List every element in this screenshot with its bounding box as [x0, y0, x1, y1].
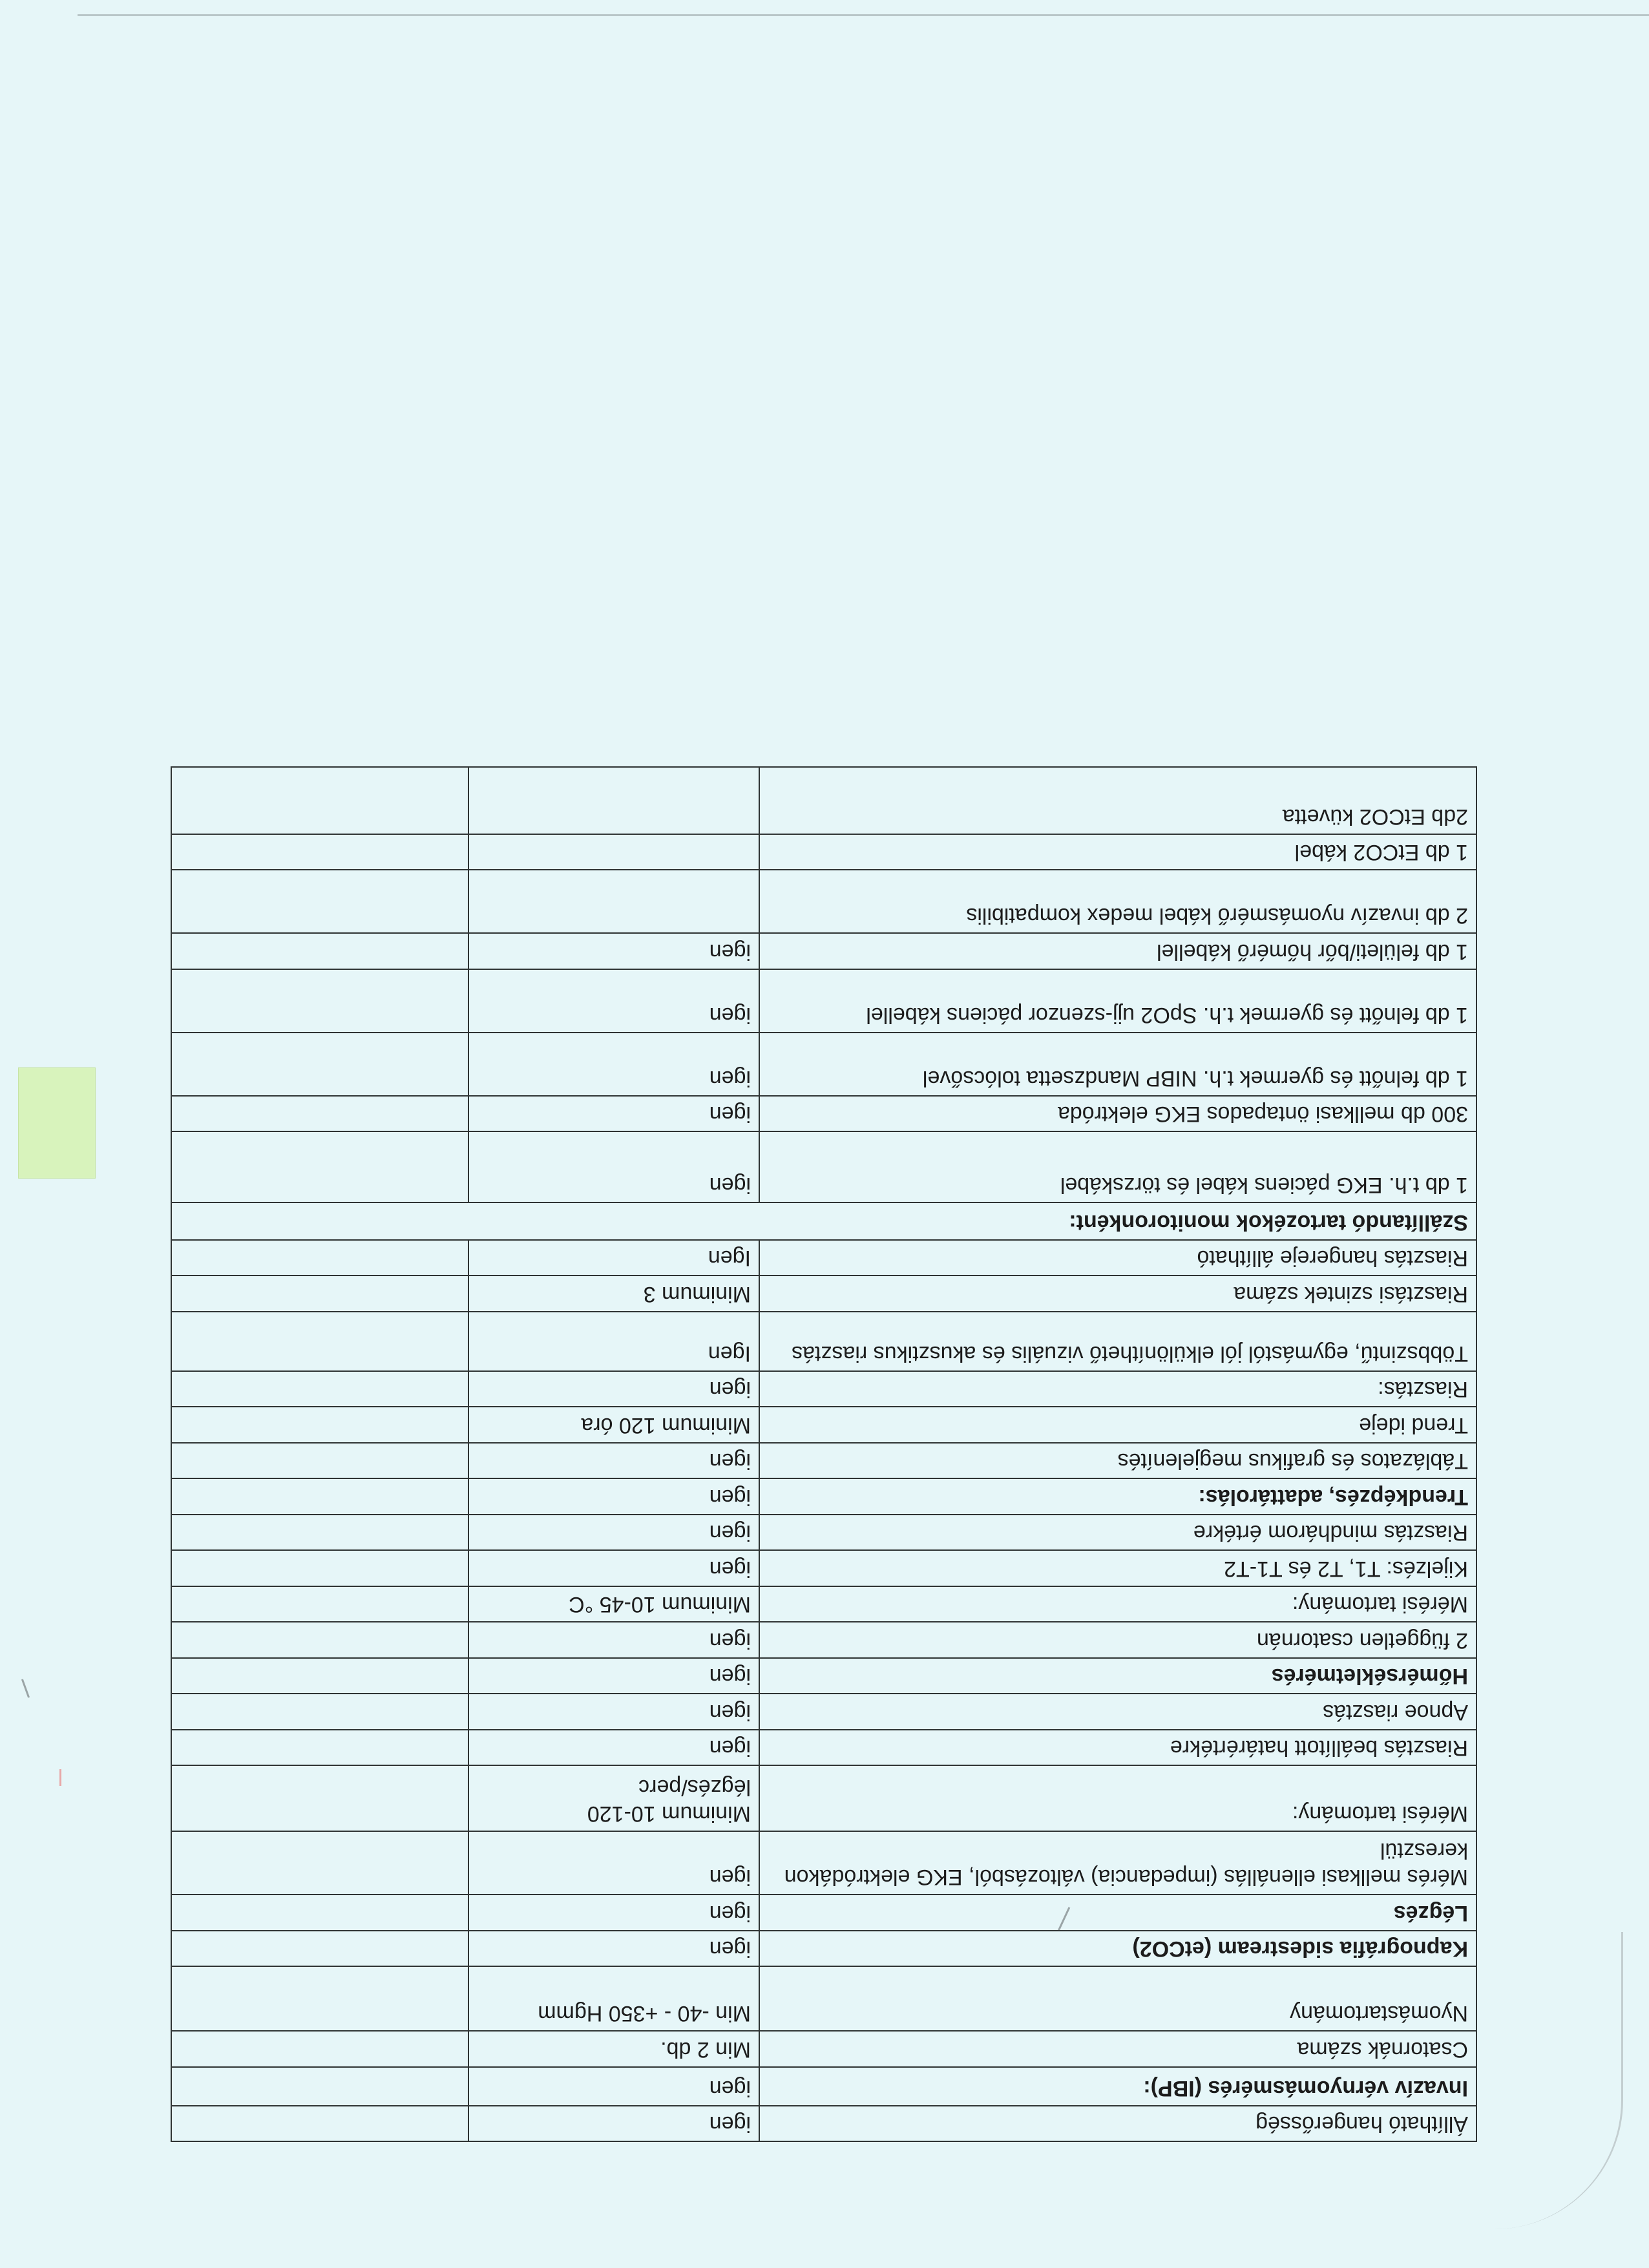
spec-offer-cell: [171, 1765, 468, 1831]
spec-name-cell: Riasztás beállított határértékre: [759, 1730, 1476, 1765]
table-row: [171, 1966, 1476, 2031]
spec-requirement-cell: Min -40 - +350 Hgmm: [468, 1966, 759, 2031]
spec-offer-cell: [171, 1276, 468, 1312]
table-row: [171, 1895, 1476, 1930]
spec-offer-cell: [171, 1694, 468, 1729]
spec-requirement-cell: Minimum 10-45 °C: [468, 1586, 759, 1622]
spec-offer-cell: [171, 1515, 468, 1550]
spec-offer-cell: [171, 1730, 468, 1765]
table-row: [171, 1515, 1476, 1550]
spec-offer-cell: [171, 1895, 468, 1930]
table-row: [171, 1730, 1476, 1765]
spec-name-cell: Riasztás:: [759, 1371, 1476, 1407]
spec-requirement-cell: igen: [468, 2067, 759, 2106]
spec-name-cell: Mérési tartomány:: [759, 1765, 1476, 1831]
spec-name-cell: 1 db t.h. EKG páciens kábel és törzskábel: [759, 1131, 1476, 1202]
spec-requirement-cell: Minimum 3: [468, 1276, 759, 1312]
spec-name-cell: Légzés: [759, 1895, 1476, 1930]
spec-requirement-cell: [468, 834, 759, 870]
spec-name-cell: 1 db felületi/bőr hőmérő kábellel: [759, 933, 1476, 969]
spec-requirement-cell: Minimum 10-120 légzés/perc: [468, 1765, 759, 1831]
specification-table-body: [171, 767, 1476, 2141]
spec-offer-cell: [171, 1096, 468, 1131]
table-row: [171, 1550, 1476, 1586]
table-row: [171, 1240, 1476, 1276]
spec-offer-cell: [171, 1312, 468, 1371]
table-row: [171, 1931, 1476, 1966]
table-row: [171, 834, 1476, 870]
table-row: [171, 1131, 1476, 1202]
spec-offer-cell: [171, 870, 468, 933]
spec-requirement-cell: igen: [468, 1371, 759, 1407]
spec-requirement-cell: igen: [468, 1931, 759, 1966]
table-row: [171, 1312, 1476, 1371]
spec-name-cell: Riasztás hangereje állítható: [759, 1240, 1476, 1276]
spec-requirement-cell: igen: [468, 1550, 759, 1586]
table-row: [171, 933, 1476, 969]
spec-offer-cell: [171, 1478, 468, 1514]
spec-name-cell: Invazív vérnyomásmérés (IBP):: [759, 2067, 1476, 2106]
spec-name-cell: Trend ideje: [759, 1407, 1476, 1442]
spec-name-cell: Trendképzés, adattárolás:: [759, 1478, 1476, 1514]
spec-requirement-cell: igen: [468, 1478, 759, 1514]
spec-requirement-cell: igen: [468, 1658, 759, 1694]
table-row: [171, 1765, 1476, 1831]
spec-offer-cell: [171, 1831, 468, 1895]
spec-requirement-cell: Igen: [468, 1312, 759, 1371]
spec-offer-cell: [171, 1658, 468, 1694]
spec-requirement-cell: igen: [468, 1515, 759, 1550]
section-title: Szállítandó tartozékok monitoronként:: [171, 1202, 1476, 1240]
spec-name-cell: Apnoe riasztás: [759, 1694, 1476, 1729]
table-row: [171, 969, 1476, 1033]
table-row: [171, 1096, 1476, 1131]
spec-requirement-cell: igen: [468, 1895, 759, 1930]
spec-name-cell: Állítható hangerősség: [759, 2106, 1476, 2141]
spec-offer-cell: [171, 1407, 468, 1442]
spec-offer-cell: [171, 2106, 468, 2141]
spec-name-cell: Kapnográfia sidestream (etCO2): [759, 1931, 1476, 1966]
table-row: [171, 1033, 1476, 1096]
spec-name-cell: Mérési tartomány:: [759, 1586, 1476, 1622]
spec-requirement-cell: igen: [468, 1096, 759, 1131]
spec-offer-cell: [171, 1443, 468, 1478]
spec-offer-cell: [171, 1622, 468, 1657]
spec-requirement-cell: igen: [468, 933, 759, 969]
spec-offer-cell: [171, 1371, 468, 1407]
table-row: [171, 2067, 1476, 2106]
spec-name-cell: Mérés mellkasi ellenállás (impedancia) változásból, EKG elektródákon keresztül: [759, 1831, 1476, 1895]
spec-requirement-cell: Min 2 db.: [468, 2031, 759, 2066]
spec-requirement-cell: igen: [468, 969, 759, 1033]
spec-offer-cell: [171, 2067, 468, 2106]
table-row: [171, 1622, 1476, 1657]
spec-name-cell: Riasztás mindhárom értékre: [759, 1515, 1476, 1550]
table-row: [171, 1478, 1476, 1514]
table-row: [171, 1407, 1476, 1442]
table-row: [171, 1586, 1476, 1622]
table-row: [171, 1371, 1476, 1407]
table-row: [171, 1276, 1476, 1312]
spec-offer-cell: [171, 2031, 468, 2066]
section-header-row: [171, 1202, 1476, 1240]
spec-name-cell: Hőmérsékletmérés: [759, 1658, 1476, 1694]
spec-offer-cell: [171, 1586, 468, 1622]
spec-requirement-cell: igen: [468, 1694, 759, 1729]
table-row: [171, 1831, 1476, 1895]
spec-name-cell: Nyomástartomány: [759, 1966, 1476, 2031]
spec-requirement-cell: igen: [468, 2106, 759, 2141]
spec-name-cell: Riasztási szintek száma: [759, 1276, 1476, 1312]
spec-offer-cell: [171, 969, 468, 1033]
table-row: [171, 1694, 1476, 1729]
spec-offer-cell: [171, 1131, 468, 1202]
spec-name-cell: 2 db invazív nyomásmérő kábel medex kompatibilis: [759, 870, 1476, 933]
spec-name-cell: Csatornák száma: [759, 2031, 1476, 2066]
spec-requirement-cell: igen: [468, 1622, 759, 1657]
spec-name-cell: 1 db EtCO2 kábel: [759, 834, 1476, 870]
table-row: [171, 767, 1476, 834]
spec-requirement-cell: igen: [468, 1443, 759, 1478]
spec-name-cell: Kijelzés: T1, T2 és T1-T2: [759, 1550, 1476, 1586]
spec-offer-cell: [171, 933, 468, 969]
specification-table: [171, 766, 1477, 2142]
spec-requirement-cell: Igen: [468, 1240, 759, 1276]
spec-requirement-cell: [468, 870, 759, 933]
spec-requirement-cell: igen: [468, 1730, 759, 1765]
spec-name-cell: 2db EtCO2 küvetta: [759, 767, 1476, 834]
spec-offer-cell: [171, 834, 468, 870]
spec-requirement-cell: igen: [468, 1033, 759, 1096]
table-row: [171, 2031, 1476, 2066]
spec-offer-cell: [171, 1033, 468, 1096]
spec-requirement-cell: igen: [468, 1831, 759, 1895]
spec-name-cell: Többszintű, egymástól jól elkülöníthető vizuális és akusztikus riasztás: [759, 1312, 1476, 1371]
spec-name-cell: Táblázatos és grafikus megjelenítés: [759, 1443, 1476, 1478]
table-row: [171, 1658, 1476, 1694]
spec-offer-cell: [171, 1931, 468, 1966]
spec-requirement-cell: igen: [468, 1131, 759, 1202]
spec-offer-cell: [171, 1966, 468, 2031]
spec-requirement-cell: Minimum 120 óra: [468, 1407, 759, 1442]
table-row: [171, 2106, 1476, 2141]
table-row: [171, 870, 1476, 933]
spec-offer-cell: [171, 1550, 468, 1586]
table-row: [171, 1443, 1476, 1478]
spec-requirement-cell: [468, 767, 759, 834]
spec-offer-cell: [171, 1240, 468, 1276]
spec-name-cell: 300 db mellkasi öntapados EKG elektróda: [759, 1096, 1476, 1131]
spec-offer-cell: [171, 767, 468, 834]
spec-name-cell: 1 db felnőtt és gyermek t.h. NIBP Mandzsetta tolócsővel: [759, 1033, 1476, 1096]
spec-name-cell: 1 db felnőtt és gyermek t.h. SpO2 ujj-szenzor páciens kábellel: [759, 969, 1476, 1033]
spec-name-cell: 2 független csatornán: [759, 1622, 1476, 1657]
